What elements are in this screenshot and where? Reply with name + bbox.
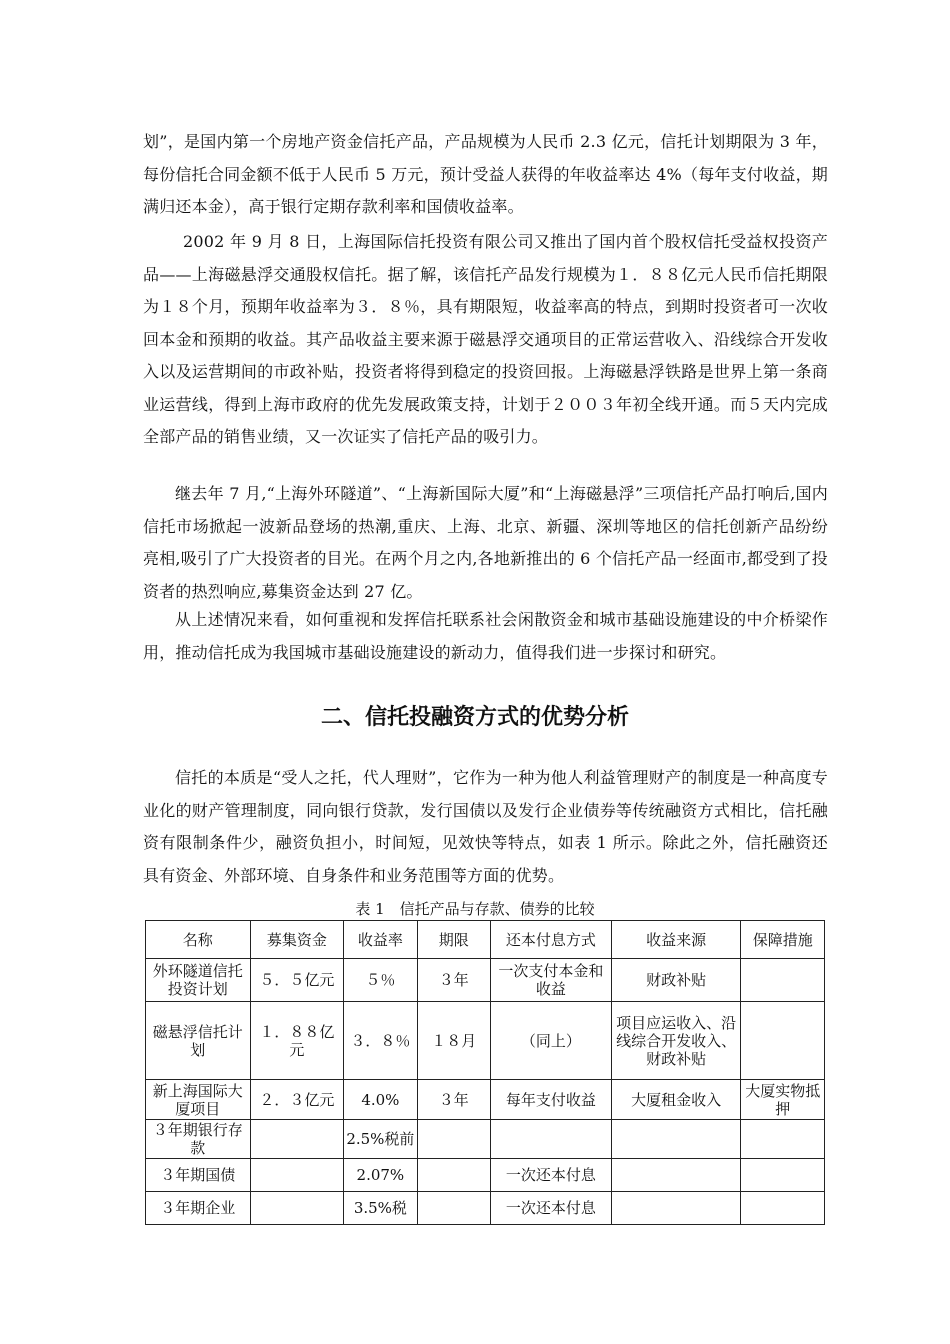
table-cell — [611, 1159, 741, 1192]
table-cell: 外环隧道信托投资计划 — [146, 959, 251, 1002]
table-caption: 表 1 信托产品与存款、债券的比较 — [355, 900, 595, 918]
table-header-row — [146, 921, 825, 959]
table-cell — [611, 1192, 741, 1225]
table-cell: 一次还本付息 — [491, 1192, 612, 1225]
table-cell — [741, 1192, 825, 1225]
table-cell — [417, 1159, 490, 1192]
header-funds: 募集资金 — [250, 921, 344, 959]
paragraph-4: 从上述情况来看，如何重视和发挥信托联系社会闲散资金和城市基础设施建设的中介桥梁作用，推动信托成为我国城市基础设施建设的新动力，值得我们进一步探讨和研究。 — [143, 610, 828, 662]
table-cell: 一次支付本金和收益 — [491, 959, 612, 1002]
table-cell: ３．８％ — [344, 1002, 417, 1080]
table-cell — [741, 1002, 825, 1080]
table-cell: 新上海国际大厦项目 — [146, 1080, 251, 1120]
table-cell: 财政补贴 — [611, 959, 741, 1002]
table-cell: ３年 — [417, 1080, 490, 1120]
table-cell — [250, 1192, 344, 1225]
table-cell: 项目应运收入、沿线综合开发收入、财政补贴 — [611, 1002, 741, 1080]
table-row — [146, 959, 825, 1002]
header-guarantee: 保障措施 — [741, 921, 825, 959]
table-cell: 大厦租金收入 — [611, 1080, 741, 1120]
table-cell: 磁悬浮信托计划 — [146, 1002, 251, 1080]
table-cell — [417, 1192, 490, 1225]
table-row — [146, 1159, 825, 1192]
table-cell: 一次还本付息 — [491, 1159, 612, 1192]
header-repayment: 还本付息方式 — [491, 921, 612, 959]
table-row — [146, 1002, 825, 1080]
paragraph-3: 继去年 7 月,“上海外环隧道”、“上海新国际大厦”和“上海磁悬浮”三项信托产品打响后,国内信托市场掀起一波新品登场的热潮,重庆、上海、北京、新疆、深圳等地区的信托创新产品纷纷亮相,吸引了广大投资者的目光。在两个月之内,各地新推出的 6 个信托产品一经面市,都受到了投资者的热烈响应,募集资金达到 27 亿。 — [143, 484, 828, 601]
table-row — [146, 1080, 825, 1120]
table-cell: ５．５亿元 — [250, 959, 344, 1002]
section-heading: 二、信托投融资方式的优势分析 — [320, 705, 629, 730]
table-cell: １８月 — [417, 1002, 490, 1080]
table-cell: 2.5%税前 — [344, 1120, 417, 1159]
header-income-source: 收益来源 — [611, 921, 741, 959]
table-cell: ３年期银行存款 — [146, 1120, 251, 1159]
header-term: 期限 — [417, 921, 490, 959]
table-row — [146, 1192, 825, 1225]
table-cell: （同上） — [491, 1002, 612, 1080]
table-cell — [491, 1120, 612, 1159]
table-cell — [741, 959, 825, 1002]
comparison-table — [145, 920, 825, 1225]
paragraph-1: 划”，是国内第一个房地产资金信托产品，产品规模为人民币 2.3 亿元，信托计划期限为 3 年，每份信托合同金额不低于人民币 5 万元，预计受益人获得的年收益率达 4%（每年支付收益，期满归还本金），高于银行定期存款利率和国债收益率。 — [143, 132, 828, 216]
table-cell — [250, 1159, 344, 1192]
table-cell — [611, 1120, 741, 1159]
table-cell: １．８８亿元 — [250, 1002, 344, 1080]
table-cell: 4.0% — [344, 1080, 417, 1120]
paragraph-2: 2002 年 9 月 8 日，上海国际信托投资有限公司又推出了国内首个股权信托受益权投资产品——上海磁悬浮交通股权信托。据了解，该信托产品发行规模为１．８８亿元人民币信托期限为１８个月，预期年收益率为３．８％，具有期限短，收益率高的特点，到期时投资者可一次收回本金和预期的收益。其产品收益主要来源于磁悬浮交通项目的正常运营收入、沿线综合开发收入以及运营期间的市政补贴，投资者将得到稳定的投资回报。上海磁悬浮铁路是世界上第一条商业运营线，得到上海市政府的优先发展政策支持，计划于２００３年初全线开通。而５天内完成全部产品的销售业绩，又一次证实了信托产品的吸引力。 — [143, 232, 828, 446]
header-name: 名称 — [146, 921, 251, 959]
table-cell: ５％ — [344, 959, 417, 1002]
table-cell: 2.07% — [344, 1159, 417, 1192]
table-cell: 3.5%税 — [344, 1192, 417, 1225]
table-cell: 大厦实物抵押 — [741, 1080, 825, 1120]
table-cell: ３年期企业 — [146, 1192, 251, 1225]
table-cell — [741, 1120, 825, 1159]
table-cell: 每年支付收益 — [491, 1080, 612, 1120]
table-cell: ３年期国债 — [146, 1159, 251, 1192]
table-cell — [741, 1159, 825, 1192]
table-cell — [250, 1120, 344, 1159]
table-cell: ３年 — [417, 959, 490, 1002]
table-cell: ２．３亿元 — [250, 1080, 344, 1120]
table-row — [146, 1120, 825, 1159]
paragraph-5: 信托的本质是“受人之托，代人理财”，它作为一种为他人利益管理财产的制度是一种高度专业化的财产管理制度，同向银行贷款，发行国债以及发行企业债券等传统融资方式相比，信托融资有限制条件少，融资负担小，时间短，见效快等特点，如表 1 所示。除此之外，信托融资还具有资金、外部环境、自身条件和业务范围等方面的优势。 — [143, 768, 828, 885]
table-cell — [417, 1120, 490, 1159]
header-yield: 收益率 — [344, 921, 417, 959]
